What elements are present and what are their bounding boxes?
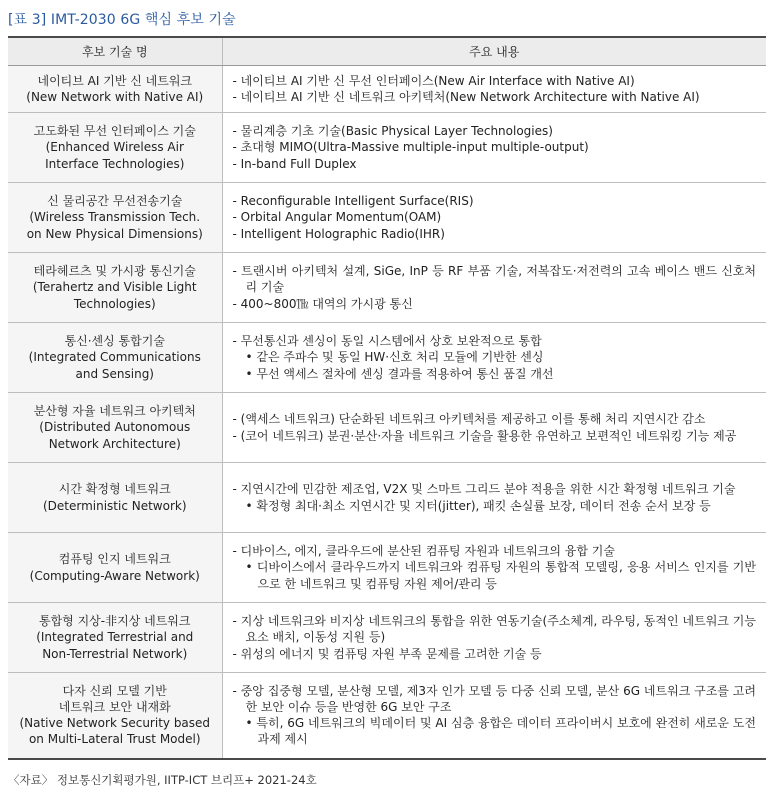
content-item: - Reconfigurable Intelligent Surface(RIS) [232,194,474,209]
content-cell [222,673,766,759]
table-caption: [표 3] IMT-2030 6G 핵심 후보 기술 [8,12,236,28]
header-main-content: 주요 내용 [222,37,766,66]
tech-name-line: 다자 신뢰 모델 기반 [62,683,167,698]
content-cell [222,323,766,393]
table-row [8,463,766,533]
content-cell [222,253,766,323]
tech-name-cell [8,323,222,393]
table-row [8,253,766,323]
tech-name-line: on Multi-Lateral Trust Model) [28,732,201,747]
content-subitem: • 확정형 최대·최소 지연시간 및 지터(jitter), 패킷 손실률 보장, 데이터 전송 순서 보장 등 [245,498,711,513]
content-item: - Intelligent Holographic Radio(IHR) [232,226,445,241]
candidate-tech-table [8,36,766,760]
content-cell [222,603,766,673]
content-cell [222,66,766,113]
content-item: - 초대형 MIMO(Ultra-Massive multiple-input multiple-output) [232,140,589,155]
tech-name-line: on New Physical Dimensions) [26,226,203,241]
tech-name-cell [8,533,222,603]
tech-name-line: Technologies) [73,296,156,311]
content-item: - 물리계층 기초 기술(Basic Physical Layer Technologies) [232,124,553,139]
tech-name-line: 컴퓨팅 인지 네트워크 [58,552,171,567]
tech-name-cell [8,253,222,323]
tech-name-line: Interface Technologies) [45,156,185,171]
header-tech-name: 후보 기술 명 [8,37,222,66]
tech-name-cell [8,393,222,463]
content-subitem: • 디바이스에서 클라우드까지 네트워크와 컴퓨팅 자원의 통합적 모델링, 응용 서비스 인지를 기반으로 한 네트워크 및 컴퓨팅 자원 제어/관리 등 [245,560,756,591]
tech-name-line: Non-Terrestrial Network) [42,646,188,661]
tech-name-line: and Sensing) [75,366,154,381]
tech-name-line: (Deterministic Network) [42,498,187,513]
tech-name-cell [8,673,222,759]
content-item: - 지상 네트워크와 비지상 네트워크의 통합을 위한 연동기술(주소체계, 라우팅, 동적인 네트워크 기능요소 배치, 이동성 지원 등) [232,614,756,645]
tech-name-line: (Wireless Transmission Tech. [29,210,201,225]
content-item: - 무선통신과 센싱이 동일 시스템에서 상호 보완적으로 통합 [232,334,542,349]
content-item: - (액세스 네트워크) 단순화된 네트워크 아키텍처를 제공하고 이를 통해 처리 지연시간 감소 [232,412,706,427]
tech-name-line: (Enhanced Wireless Air [45,140,184,155]
tech-name-line: (Integrated Communications [28,350,201,365]
tech-name-cell [8,463,222,533]
content-cell [222,393,766,463]
content-cell [222,533,766,603]
content-subitem: • 같은 주파수 및 동일 HW·신호 처리 모듈에 기반한 센싱 [245,350,544,365]
tech-name-line: 시간 확정형 네트워크 [58,482,171,497]
table-row [8,183,766,253]
content-item: - 네이티브 AI 기반 신 네트워크 아키텍처(New Network Architecture with Native AI) [232,90,700,104]
content-item: - 네이티브 AI 기반 신 무선 인터페이스(New Air Interface with Native AI) [232,73,635,88]
content-item: - 위성의 에너지 및 컴퓨팅 자원 부족 문제를 고려한 기술 등 [232,646,542,661]
table-header-row [8,37,766,66]
tech-name-line: 통신·센싱 통합기술 [64,334,165,349]
content-item: - In-band Full Duplex [232,156,357,171]
table-row [8,673,766,759]
tech-name-line: 네이티브 AI 기반 신 네트워크 [37,73,193,88]
content-item: - 중앙 집중형 모델, 분산형 모델, 제3자 인가 모델 등 다중 신뢰 모델, 분산 6G 네트워크 구조를 고려한 보안 이슈 등을 반영한 6G 보안 구조 [232,683,756,715]
tech-name-line: 통합형 지상-非지상 네트워크 [39,614,191,629]
content-cell [222,113,766,183]
table-row [8,393,766,463]
tech-name-cell [8,603,222,673]
table-row [8,323,766,393]
source-note: 〈자료〉 정보통신기획평가원, IITP-ICT 브리프+ 2021-24호 [8,773,317,787]
tech-name-cell [8,66,222,113]
tech-name-line: (Terahertz and Visible Light [32,280,197,295]
tech-name-cell [8,183,222,253]
content-item: - 지연시간에 민감한 제조업, V2X 및 스마트 그리드 분야 적용을 위한 시간 확정형 네트워크 기술 [232,482,736,497]
tech-name-line: 네트워크 보안 내재화 [58,700,171,715]
tech-name-cell [8,113,222,183]
table-row [8,113,766,183]
content-subitem: • 무선 액세스 절차에 센싱 결과를 적용하여 통신 품질 개선 [245,366,554,381]
tech-name-line: (Integrated Terrestrial and [36,630,194,645]
content-cell [222,183,766,253]
table-row [8,603,766,673]
table-row [8,533,766,603]
content-subitem: • 특히, 6G 네트워크의 빅데이터 및 AI 심층 융합은 데이터 프라이버시 보호에 완전히 새로운 도전과제 제시 [245,716,756,747]
tech-name-line: Network Architecture) [48,436,181,451]
tech-name-line: (Native Network Security based [19,716,211,731]
tech-name-line: 분산형 자율 네트워크 아키텍처 [33,404,196,419]
content-item: - Orbital Angular Momentum(OAM) [232,210,442,225]
tech-name-line: (New Network with Native AI) [26,90,204,104]
tech-name-line: 신 물리공간 무선전송기술 [47,194,183,209]
tech-name-line: 테라헤르츠 및 가시광 통신기술 [33,264,196,279]
content-item: - 400~800㎔ 대역의 가시광 통신 [232,296,413,311]
tech-name-line: 고도화된 무선 인터페이스 기술 [33,124,196,139]
content-item: - 트랜시버 아키텍처 설계, SiGe, InP 등 RF 부품 기술, 저복잡도·저전력의 고속 베이스 밴드 신호처리 기술 [232,264,756,295]
tech-name-line: (Distributed Autonomous [39,420,191,435]
content-cell [222,463,766,533]
content-item: - (코어 네트워크) 분권·분산·자율 네트워크 기술을 활용한 유연하고 보편적인 네트워킹 기능 제공 [232,428,737,443]
table-body [8,66,766,759]
tech-name-line: (Computing-Aware Network) [29,568,200,583]
content-item: - 디바이스, 에지, 클라우드에 분산된 컴퓨팅 자원과 네트워크의 융합 기술 [232,544,615,559]
table-row [8,66,766,113]
